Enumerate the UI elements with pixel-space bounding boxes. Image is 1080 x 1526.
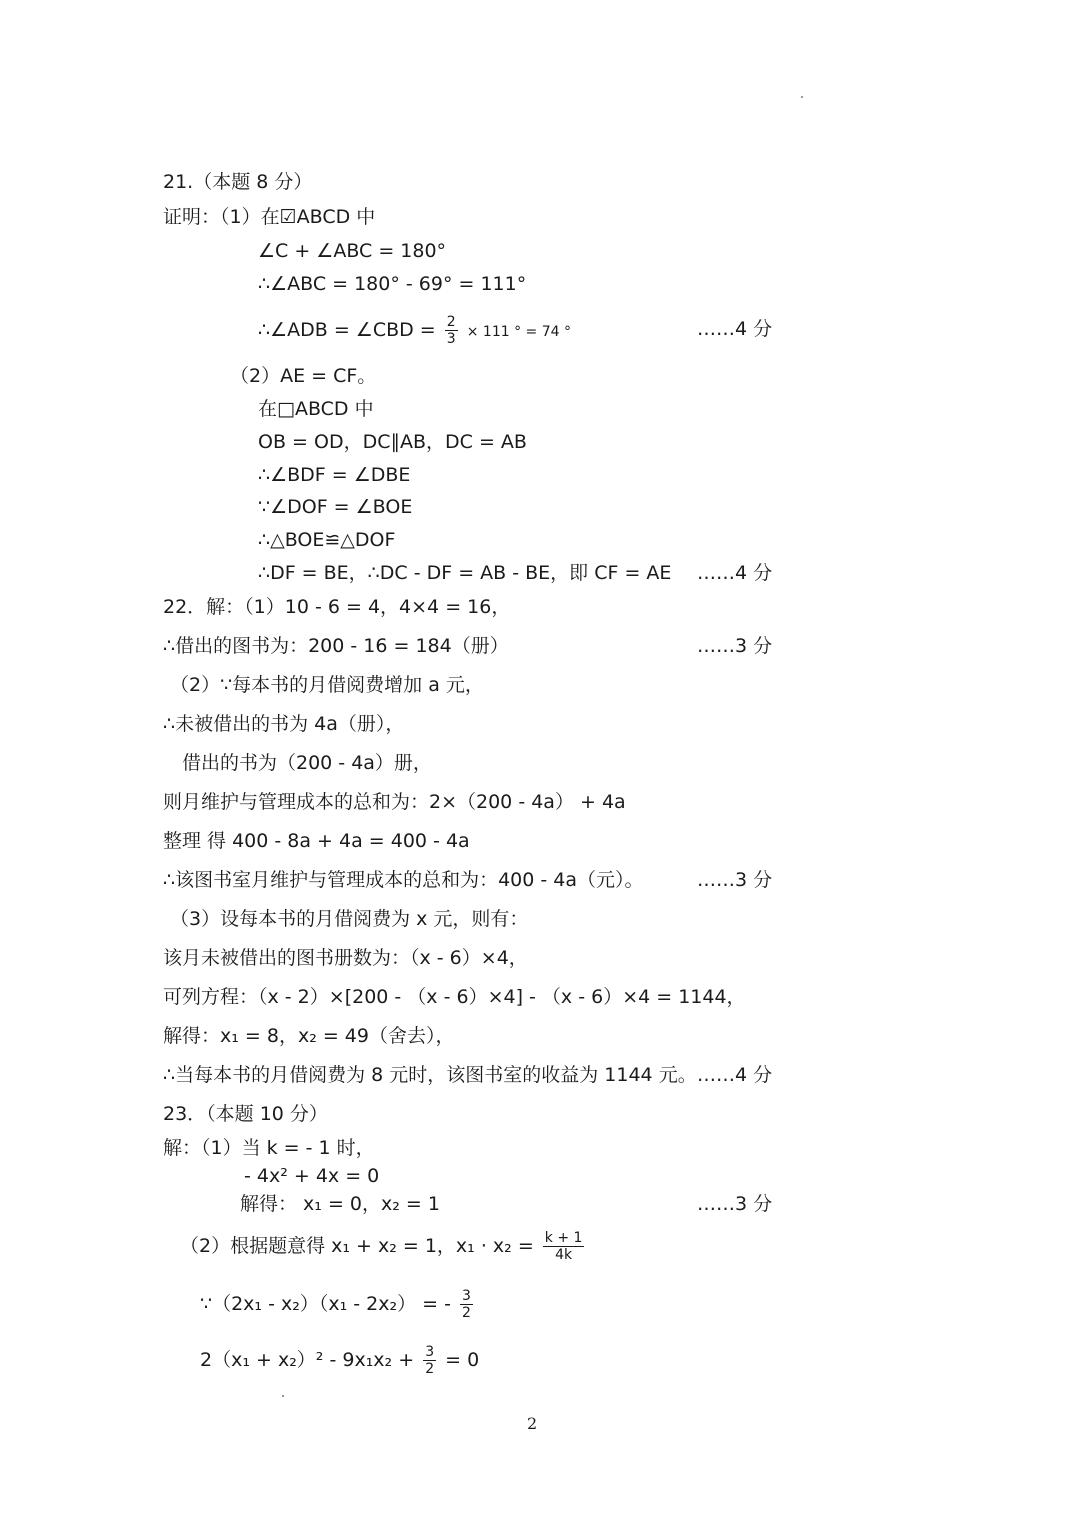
- q21-part1-line3-pre: ∴∠ADB = ∠CBD =: [258, 319, 436, 341]
- fraction: [460, 1288, 473, 1321]
- q23-heading: 23．（本题 10 分）: [163, 1103, 328, 1125]
- score-marker: ……3 分: [697, 635, 773, 657]
- scan-speck: [801, 96, 803, 98]
- q21-part1-line3: [258, 314, 571, 347]
- q22-line1: 22．解：（1）10 - 6 = 4，4×4 = 16，: [163, 596, 511, 618]
- fraction: [543, 1230, 585, 1263]
- q23-line5: [200, 1288, 476, 1321]
- scan-speck: [282, 1395, 284, 1397]
- q23-line2: - 4x² + 4x = 0: [244, 1165, 380, 1187]
- fraction-numerator: 3: [425, 1344, 435, 1360]
- q23-line6: [200, 1344, 479, 1377]
- fraction-denominator: 4k: [555, 1247, 573, 1263]
- q21-part2-line6: ∴DF = BE，∴DC - DF = AB - BE，即 CF = AE: [258, 562, 672, 584]
- q21-part1-line2: ∴∠ABC = 180° - 69° = 111°: [258, 273, 527, 295]
- q22-line7: 整理 得 400 - 8a + 4a = 400 - 4a: [163, 830, 470, 852]
- score-marker: ……4 分: [697, 318, 773, 340]
- page-number: 2: [527, 1414, 538, 1433]
- q21-part2-line4: ∵∠DOF = ∠BOE: [258, 496, 413, 518]
- q22-line6: 则月维护与管理成本的总和为：2×（200 - 4a） + 4a: [163, 791, 626, 813]
- fraction: [423, 1344, 436, 1377]
- q23-line4: [180, 1230, 587, 1263]
- fraction-numerator: 3: [461, 1288, 471, 1304]
- q21-part1-line1: ∠C + ∠ABC = 180°: [258, 240, 447, 262]
- score-marker: ……3 分: [697, 869, 773, 891]
- q21-part2-line3: ∴∠BDF = ∠DBE: [258, 464, 411, 486]
- fraction: [445, 314, 458, 347]
- fraction-numerator: k + 1: [544, 1230, 583, 1246]
- fraction-denominator: 3: [446, 331, 456, 347]
- q21-part1-intro: 证明：（1）在☑ABCD 中: [163, 206, 376, 228]
- q21-part2-line5: ∴△BOE≌△DOF: [258, 529, 396, 551]
- q23-line3: 解得： x₁ = 0，x₂ = 1: [240, 1193, 440, 1215]
- q22-line13: ∴当每本书的月借阅费为 8 元时，该图书室的收益为 1144 元。: [163, 1064, 697, 1086]
- q23-line6-post: = 0: [445, 1349, 480, 1371]
- q22-line12: 解得：x₁ = 8，x₂ = 49（舍去），: [163, 1025, 455, 1047]
- q21-part2-intro: （2）AE = CF。: [230, 365, 377, 387]
- q22-line11: 可列方程：（x - 2）×[200 - （x - 6）×4] - （x - 6）×4 = 1144，: [163, 986, 746, 1008]
- q23-line4-pre: （2）根据题意得 x₁ + x₂ = 1，x₁ · x₂ =: [180, 1235, 534, 1257]
- q22-line10: 该月未被借出的图书册数为：（x - 6）×4，: [163, 947, 528, 969]
- score-marker: ……4 分: [697, 562, 773, 584]
- fraction-denominator: 2: [425, 1361, 435, 1377]
- q23-line6-pre: 2（x₁ + x₂）² - 9x₁x₂ +: [200, 1349, 415, 1371]
- q22-line5: 借出的书为（200 - 4a）册，: [182, 752, 432, 774]
- fraction-numerator: 2: [446, 314, 456, 330]
- q21-part2-line1: 在□ABCD 中: [258, 398, 374, 420]
- fraction-denominator: 2: [461, 1305, 471, 1321]
- q22-line9: （3）设每本书的月借阅费为 x 元，则有：: [170, 908, 529, 930]
- q23-line1: 解：（1）当 k = - 1 时，: [163, 1137, 375, 1159]
- score-marker: ……3 分: [697, 1193, 773, 1215]
- q21-part1-line3-post: × 111 ° = 74 °: [466, 324, 571, 340]
- q22-line3: （2）∵每本书的月借阅费增加 a 元，: [170, 674, 484, 696]
- q21-part2-line2: OB = OD，DC∥AB，DC = AB: [258, 431, 527, 453]
- score-marker: ……4 分: [697, 1064, 773, 1086]
- q22-line8: ∴该图书室月维护与管理成本的总和为：400 - 4a（元）。: [163, 869, 644, 891]
- q22-line4: ∴未被借出的书为 4a（册），: [163, 713, 405, 735]
- q21-heading: 21.（本题 8 分）: [163, 171, 313, 193]
- q23-line5-pre: ∵（2x₁ - x₂）（x₁ - 2x₂） = -: [200, 1293, 451, 1315]
- q22-line2: ∴借出的图书为：200 - 16 = 184（册）: [163, 635, 509, 657]
